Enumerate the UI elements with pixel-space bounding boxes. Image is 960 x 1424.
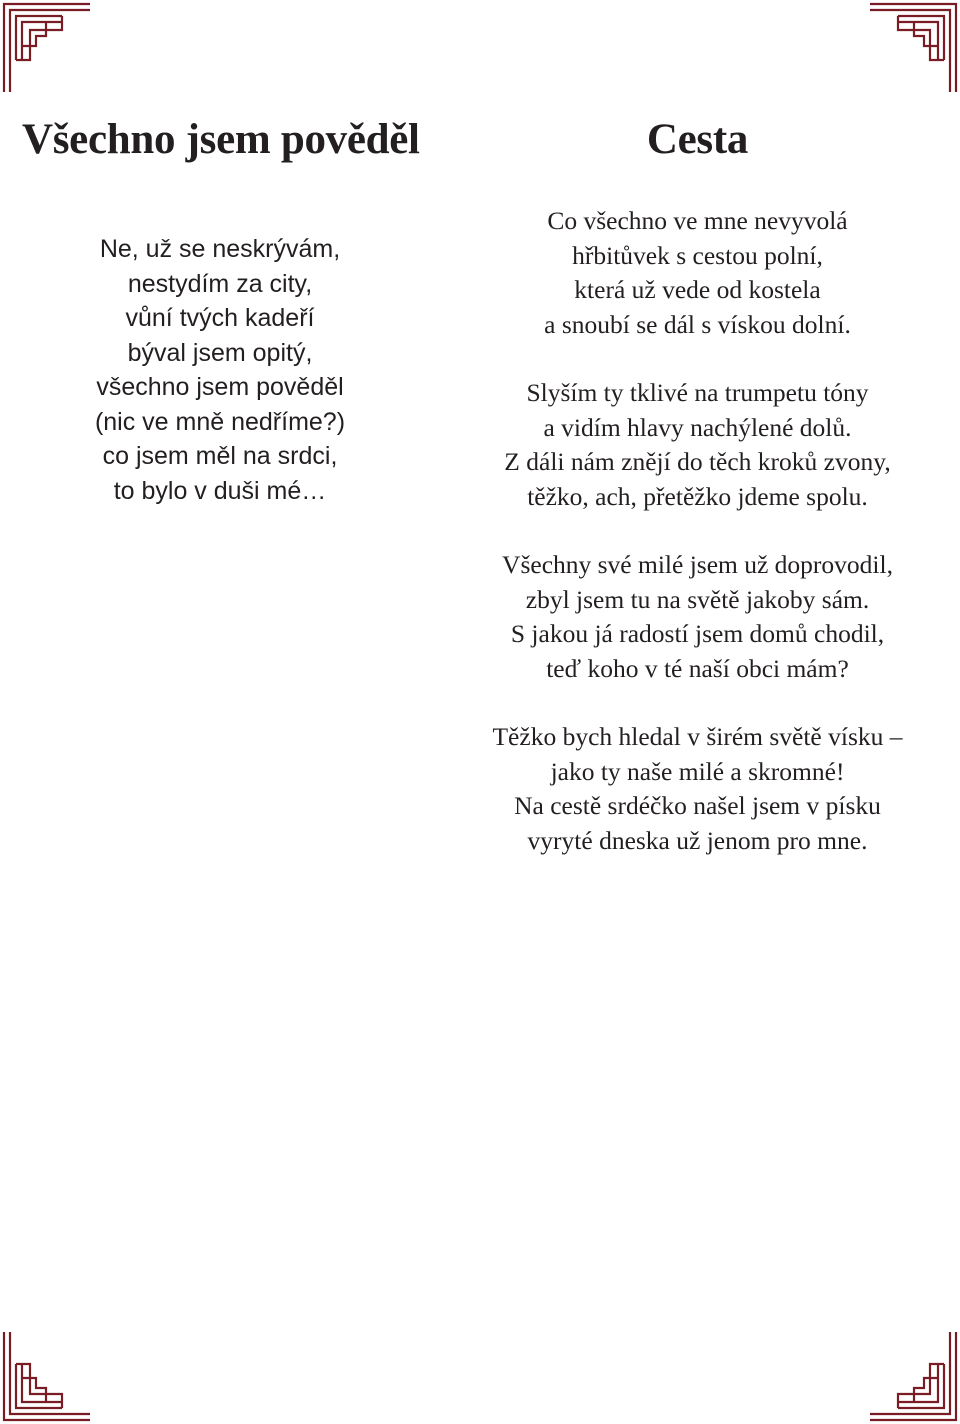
poem-line: vyryté dneska už jenom pro mne. xyxy=(527,825,868,855)
poem-line: co jsem měl na srdci, xyxy=(102,442,338,470)
poem-line: Z dáli nám znějí do těch kroků zvony, xyxy=(504,447,891,476)
poem-line: zbyl jsem tu na světě jakoby sám. xyxy=(525,584,870,614)
right-poem-stanza-4 xyxy=(440,720,955,858)
right-poem-title: Cesta xyxy=(646,116,749,163)
corner-ornament-top-left xyxy=(0,0,90,92)
poem-line: Ne, už se neskrývám, xyxy=(99,235,341,263)
poem-line: jako ty naše milé a skromné! xyxy=(550,756,845,786)
corner-meander-ornament-icon xyxy=(0,1332,90,1424)
poem-line: (nic ve mně nedříme?) xyxy=(94,407,346,436)
poem-line: která už vede od kostela xyxy=(574,275,821,304)
poem-line: a vidím hlavy nachýlené dolů. xyxy=(543,412,852,442)
left-poem-title: Všechno jsem pověděl xyxy=(22,116,420,163)
right-poem-stanza-3 xyxy=(440,548,955,686)
corner-ornament-bottom-right xyxy=(870,1332,960,1424)
right-poem-stanza-1 xyxy=(440,204,955,342)
poem-line: hřbitůvek s cestou polní, xyxy=(572,240,823,270)
corner-meander-ornament-icon xyxy=(870,1332,960,1424)
poem-line: Slyším ty tklivé na trumpetu tóny xyxy=(526,378,869,407)
corner-meander-ornament-icon xyxy=(0,0,90,92)
poem-line: všechno jsem pověděl xyxy=(96,373,344,401)
poem-line: vůní tvých kadeří xyxy=(125,304,315,332)
poem-line: nestydím za city, xyxy=(127,269,313,298)
poem-line: S jakou já radostí jsem domů chodil, xyxy=(510,619,885,648)
poem-line: teď koho v té naší obci mám? xyxy=(546,653,849,683)
corner-meander-ornament-icon xyxy=(870,0,960,92)
right-poem xyxy=(440,112,955,858)
poem-line: těžko, ach, přetěžko jdeme spolu. xyxy=(527,481,868,511)
poem-line: Těžko bych hledal v širém světě vísku – xyxy=(492,722,903,751)
corner-ornament-bottom-left xyxy=(0,1332,90,1424)
poem-line: to bylo v duši mé… xyxy=(113,476,327,505)
poem-line: Na cestě srdéčko našel jsem v písku xyxy=(514,791,881,820)
right-poem-stanza-2 xyxy=(440,376,955,514)
corner-ornament-top-right xyxy=(870,0,960,92)
poem-line: Všechny své milé jsem už doprovodil, xyxy=(502,550,893,579)
poem-line: a snoubí se dál s vískou dolní. xyxy=(544,309,851,339)
poem-line: býval jsem opitý, xyxy=(127,338,313,367)
left-poem xyxy=(10,112,430,508)
poem-line: Co všechno ve mne nevyvolá xyxy=(547,206,848,235)
left-poem-stanza xyxy=(10,232,430,508)
